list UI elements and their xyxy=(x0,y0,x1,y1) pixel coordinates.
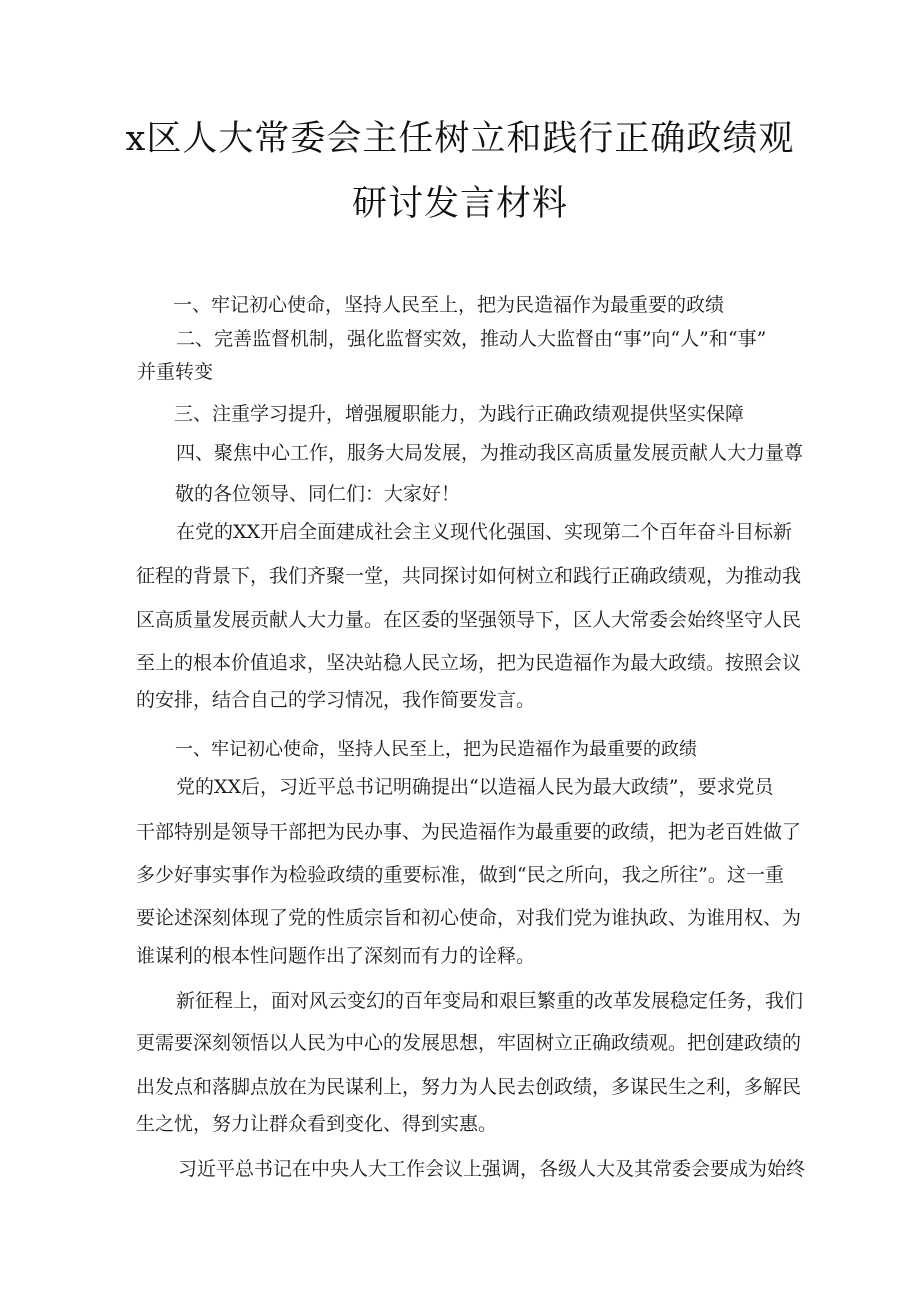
intro-line: 在党的XX开启全面建成社会主义现代化强国、实现第二个百年奋斗目标新 xyxy=(176,521,793,543)
section-1-para-3-line: 习近平总书记在中央人大工作会议上强调，各级人大及其常委会要成为始终 xyxy=(178,1158,806,1180)
outline-item-4: 四、聚焦中心工作，服务大局发展，为推动我区高质量发展贡献人大力量尊 xyxy=(176,442,804,464)
section-1-para-1-line: 谁谋利的根本性问题作出了深刻而有力的诠释。 xyxy=(136,945,536,967)
outline-item-2: 二、完善监督机制，强化监督实效，推动人大监督由“事”向“人”和“事” xyxy=(176,328,767,350)
intro-line: 的安排，结合自己的学习情况，我作简要发言。 xyxy=(136,689,536,711)
greeting: 敬的各位领导、同仁们：大家好！ xyxy=(175,483,461,505)
outline-item-2-continued: 并重转变 xyxy=(137,361,214,383)
section-1-para-2-line: 生之忧，努力让群众看到变化、得到实惠。 xyxy=(136,1113,498,1135)
section-1-para-1-line: 多少好事实事作为检验政绩的重要标准，做到“民之所向，我之所往”。这一重 xyxy=(136,864,784,886)
section-1-para-1-line: 干部特别是领导干部把为民办事、为民造福作为最重要的政绩，把为老百姓做了 xyxy=(136,821,802,843)
intro-line: 区高质量发展贡献人大力量。在区委的坚强领导下，区人大常委会始终坚守人民 xyxy=(136,609,802,631)
section-1-para-2-line: 出发点和落脚点放在为民谋利上，努力为人民去创政绩，多谋民生之利，多解民 xyxy=(136,1076,802,1098)
section-1-para-2-line: 更需要深刻领悟以人民为中心的发展思想，牢固树立正确政绩观。把创建政绩的 xyxy=(136,1032,802,1054)
outline-item-3: 三、注重学习提升，增强履职能力，为践行正确政绩观提供坚实保障 xyxy=(174,403,745,425)
section-1-heading: 一、牢记初心使命，坚持人民至上，把为民造福作为最重要的政绩 xyxy=(175,739,697,760)
intro-line: 至上的根本价值追求，坚决站稳人民立场，把为民造福作为最大政绩。按照会议 xyxy=(136,652,802,674)
section-1-para-1-line: 要论述深刻体现了党的性质宗旨和初心使命，对我们党为谁执政、为谁用权、为 xyxy=(136,907,802,929)
section-1-para-1-line: 党的XX后，习近平总书记明确提出“以造福人民为最大政绩”，要求党员 xyxy=(176,776,774,798)
outline-item-1: 一、牢记初心使命，坚持人民至上，把为民造福作为最重要的政绩 xyxy=(173,294,725,316)
document-title-line-1: x区人大常委会主任树立和践行正确政绩观 xyxy=(125,119,795,159)
intro-line: 征程的背景下，我们齐聚一堂，共同探讨如何树立和践行正确政绩观，为推动我 xyxy=(136,565,802,587)
section-1-para-2-line: 新征程上，面对风云变幻的百年变局和艰巨繁重的改革发展稳定任务，我们 xyxy=(176,990,804,1012)
document-title-line-2: 研讨发言材料 xyxy=(351,184,568,224)
